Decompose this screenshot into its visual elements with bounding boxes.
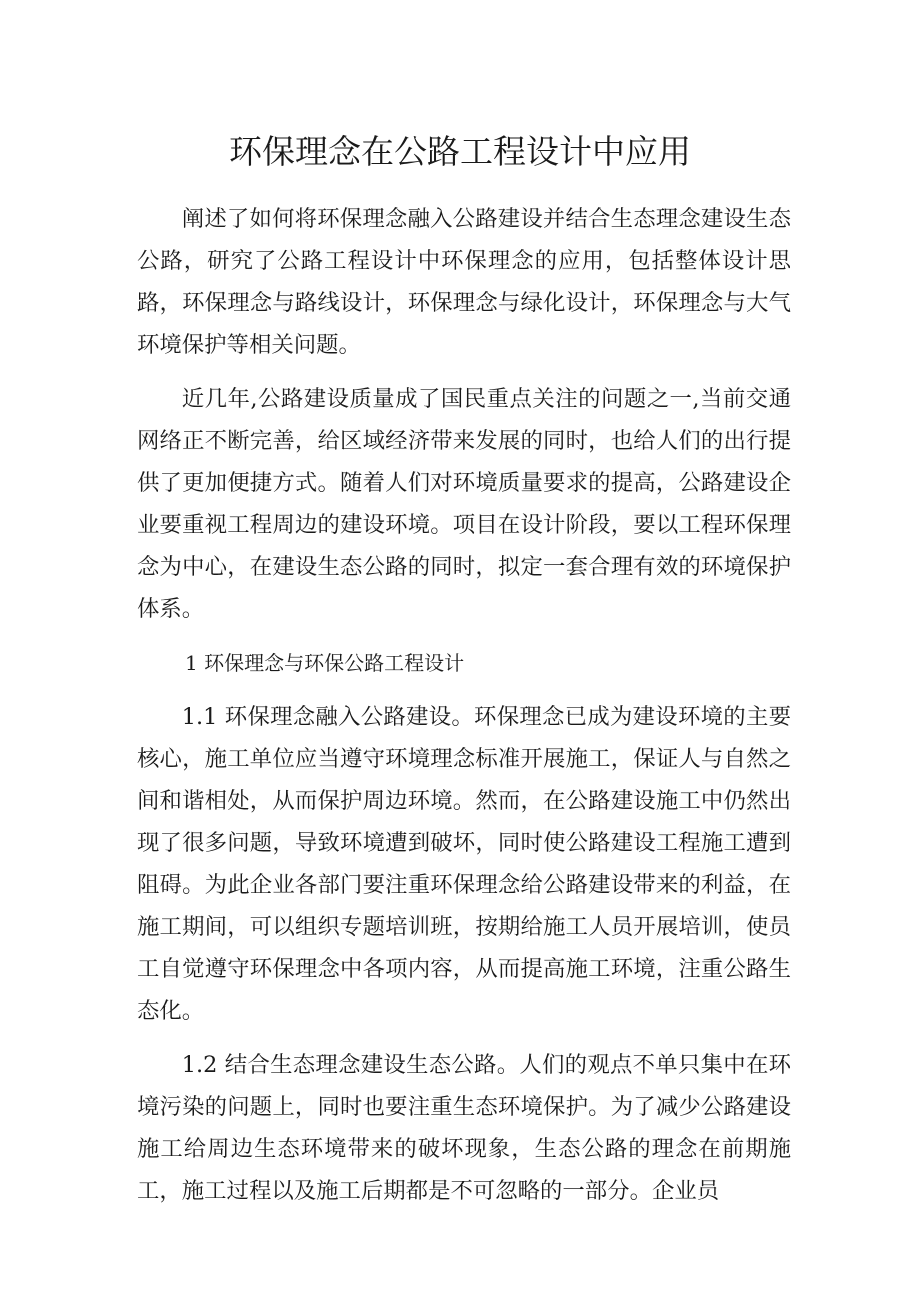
- document-title: 环保理念在公路工程设计中应用: [229, 132, 691, 171]
- subsection-1-1-paragraph: 1.1 环保理念融入公路建设。环保理念已成为建设环境的主要核心，施工单位应当遵守环境理念标准开展施工，保证人与自然之间和谐相处，从而保护周边环境。然而，在公路建设施工中仍然出现了很多问题，导致环境遭到破坏，同时使公路建设工程施工遭到阻碍。为此企业各部门要注重环保理念给公路建设带来的利益，在施工期间，可以组织专题培训班，按期给施工人员开展培训，使员工自觉遵守环保理念中各项内容，从而提高施工环境，注重公路生态化。: [137, 704, 791, 1024]
- subsection-1-2-paragraph: 1.2 结合生态理念建设生态公路。人们的观点不单只集中在环境污染的问题上，同时也要注重生态环境保护。为了减少公路建设施工给周边生态环境带来的破坏现象，生态公路的理念在前期施工，施工过程以及施工后期都是不可忽略的一部分。企业员: [137, 1052, 791, 1204]
- document-body: [137, 198, 791, 1224]
- abstract-paragraph: 阐述了如何将环保理念融入公路建设并结合生态理念建设生态公路，研究了公路工程设计中环保理念的应用，包括整体设计思路，环保理念与路线设计，环保理念与绿化设计，环保理念与大气环境保护等相关问题。: [137, 206, 791, 358]
- intro-paragraph: 近几年,公路建设质量成了国民重点关注的问题之一,当前交通网络正不断完善，给区域经济带来发展的同时，也给人们的出行提供了更加便捷方式。随着人们对环境质量要求的提高，公路建设企业要重视工程周边的建设环境。项目在设计阶段，要以工程环保理念为中心，在建设生态公路的同时，拟定一套合理有效的环境保护体系。: [137, 386, 791, 622]
- section-heading: 1 环保理念与环保公路工程设计: [185, 651, 465, 675]
